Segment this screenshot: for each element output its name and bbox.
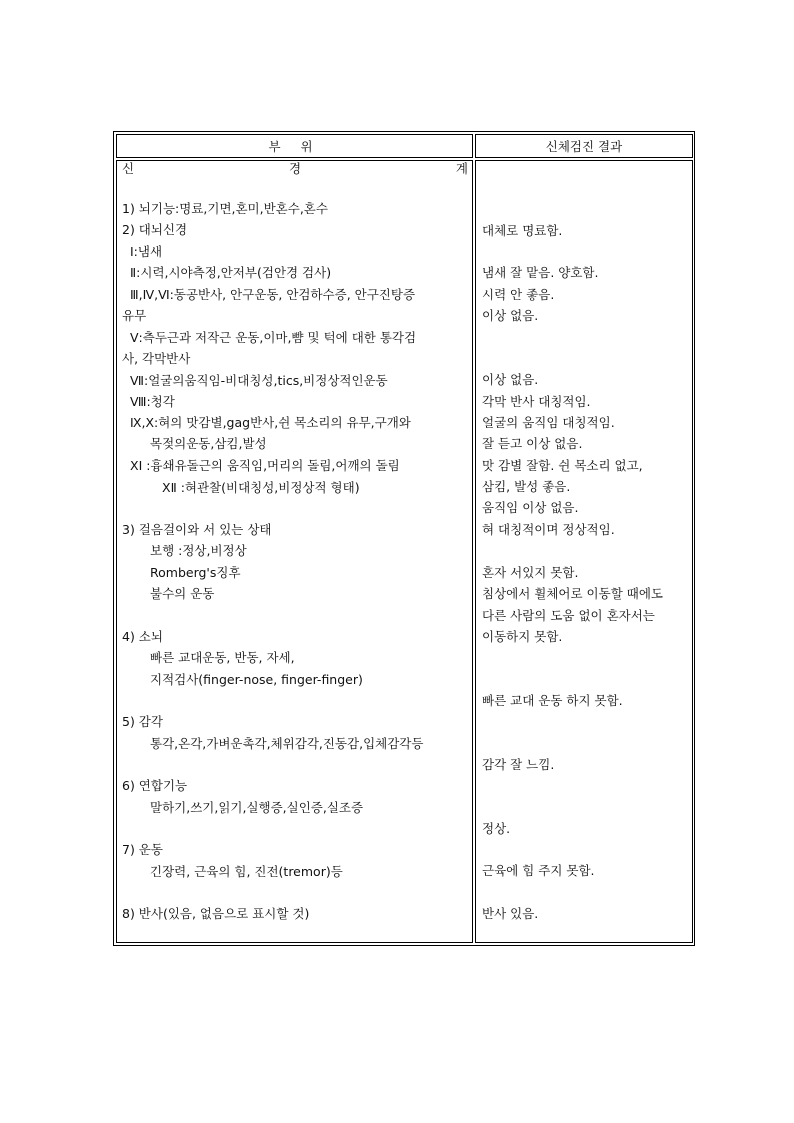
item-cn1: Ⅰ:냄새 [130,244,163,259]
result-cn11: 움직임 이상 없음. [482,500,579,515]
result-association: 정상. [482,821,511,836]
item-cerebellum-rapid: 빠른 교대운동, 반동, 자세, [150,650,295,665]
result-cn2: 시력 안 좋음. [482,287,555,302]
item-association-list: 말하기,쓰기,읽기,실행증,실인증,실조증 [150,800,364,815]
result-cn8: 잘 듣고 이상 없음. [482,436,583,451]
result-involuntary-2: 다른 사람의 도움 없이 혼자서는 [482,608,655,623]
result-cerebellum: 빠른 교대 운동 하지 못함. [482,693,623,708]
result-motor: 근육에 힘 주지 못함. [482,863,595,878]
section-brain-function: 1) 뇌기능:명료,기면,혼미,반혼수,혼수 [122,201,328,216]
section-association: 6) 연합기능 [122,778,188,793]
section-cerebellum: 4) 소뇌 [122,629,163,644]
item-cn9-10-cont: 목젖의운동,삼킴,발성 [150,436,267,451]
item-gait-walking: 보행 :정상,비정상 [150,543,247,558]
item-cn2: Ⅱ:시력,시야측정,안저부(검안경 검사) [130,265,332,280]
result-involuntary-1: 침상에서 휠체어로 이동할 때에도 [482,586,663,601]
system-title-char: 신 [122,161,135,176]
system-title-char: 경 [288,161,302,176]
result-cn12: 혀 대칭적이며 정상적임. [482,522,615,537]
item-cn3-4-6: Ⅲ,Ⅳ,Ⅵ:동공반사, 안구운동, 안검하수증, 안구진탕증 [130,287,416,302]
result-cn7: 얼굴의 움직임 대칭적임. [482,415,615,430]
item-cn5: Ⅴ:측두근과 저작근 운동,이마,뺨 및 턱에 대한 통각검 [130,330,417,345]
section-motor: 7) 운동 [122,842,163,857]
item-motor-list: 긴장력, 근육의 힘, 진전(tremor)등 [150,864,343,879]
result-sensation: 감각 잘 느낌. [482,757,555,772]
result-cn9-10-cont: 삼킴, 발성 좋음. [482,479,571,494]
item-gait-romberg: Romberg's징후 [150,565,241,580]
system-title-char: 계 [455,161,468,176]
item-cn5-cont: 사, 각막반사 [122,351,191,366]
item-cn11: ⅩⅠ :흉쇄유돌근의 움직임,머리의 돌림,어깨의 돌림 [130,458,400,473]
result-cn5-reflex: 각막 반사 대칭적임. [482,394,591,409]
item-cn3-4-6-cont: 유무 [122,308,147,323]
header-cell-result [475,134,693,158]
result-involuntary-3: 이동하지 못함. [482,629,563,644]
result-cn9-10: 맛 감별 잘함. 쉰 목소리 없고, [482,458,643,473]
header-cell-part [116,134,473,158]
header-part-label: 부 위 [268,139,321,154]
section-cranial-nerves: 2) 대뇌신경 [122,222,188,237]
result-cn3-4-6: 이상 없음. [482,308,539,323]
result-cn1: 냄새 잘 맡음. 양호함. [482,265,599,280]
item-cerebellum-finger: 지적검사(finger-nose, finger-finger) [150,672,363,687]
item-cn9-10: Ⅸ,Ⅹ:혀의 맛감별,gag반사,쉰 목소리의 유무,구개와 [130,415,411,430]
item-cn12: ⅩⅡ :혀관찰(비대칭성,비정상적 형태) [162,480,360,495]
section-gait: 3) 걸음걸이와 서 있는 상태 [122,522,272,537]
section-reflex: 8) 반사(있음, 없음으로 표시할 것) [122,906,310,921]
header-result-label: 신체검진 결과 [545,139,623,154]
item-cn7: Ⅶ:얼굴의움직임-비대칭성,tics,비정상적인운동 [130,373,388,388]
item-gait-involuntary: 불수의 운동 [150,586,215,601]
result-cn5: 이상 없음. [482,372,539,387]
item-sensation-list: 통각,온각,가벼운촉각,체위감각,진동감,입체감각등 [150,736,424,751]
section-sensation: 5) 감각 [122,714,163,729]
system-title [122,161,468,177]
result-brain-function: 대체로 명료함. [482,223,563,238]
result-romberg: 혼자 서있지 못함. [482,565,579,580]
result-reflex: 반사 있음. [482,906,539,921]
item-cn8: Ⅷ:청각 [130,394,175,409]
